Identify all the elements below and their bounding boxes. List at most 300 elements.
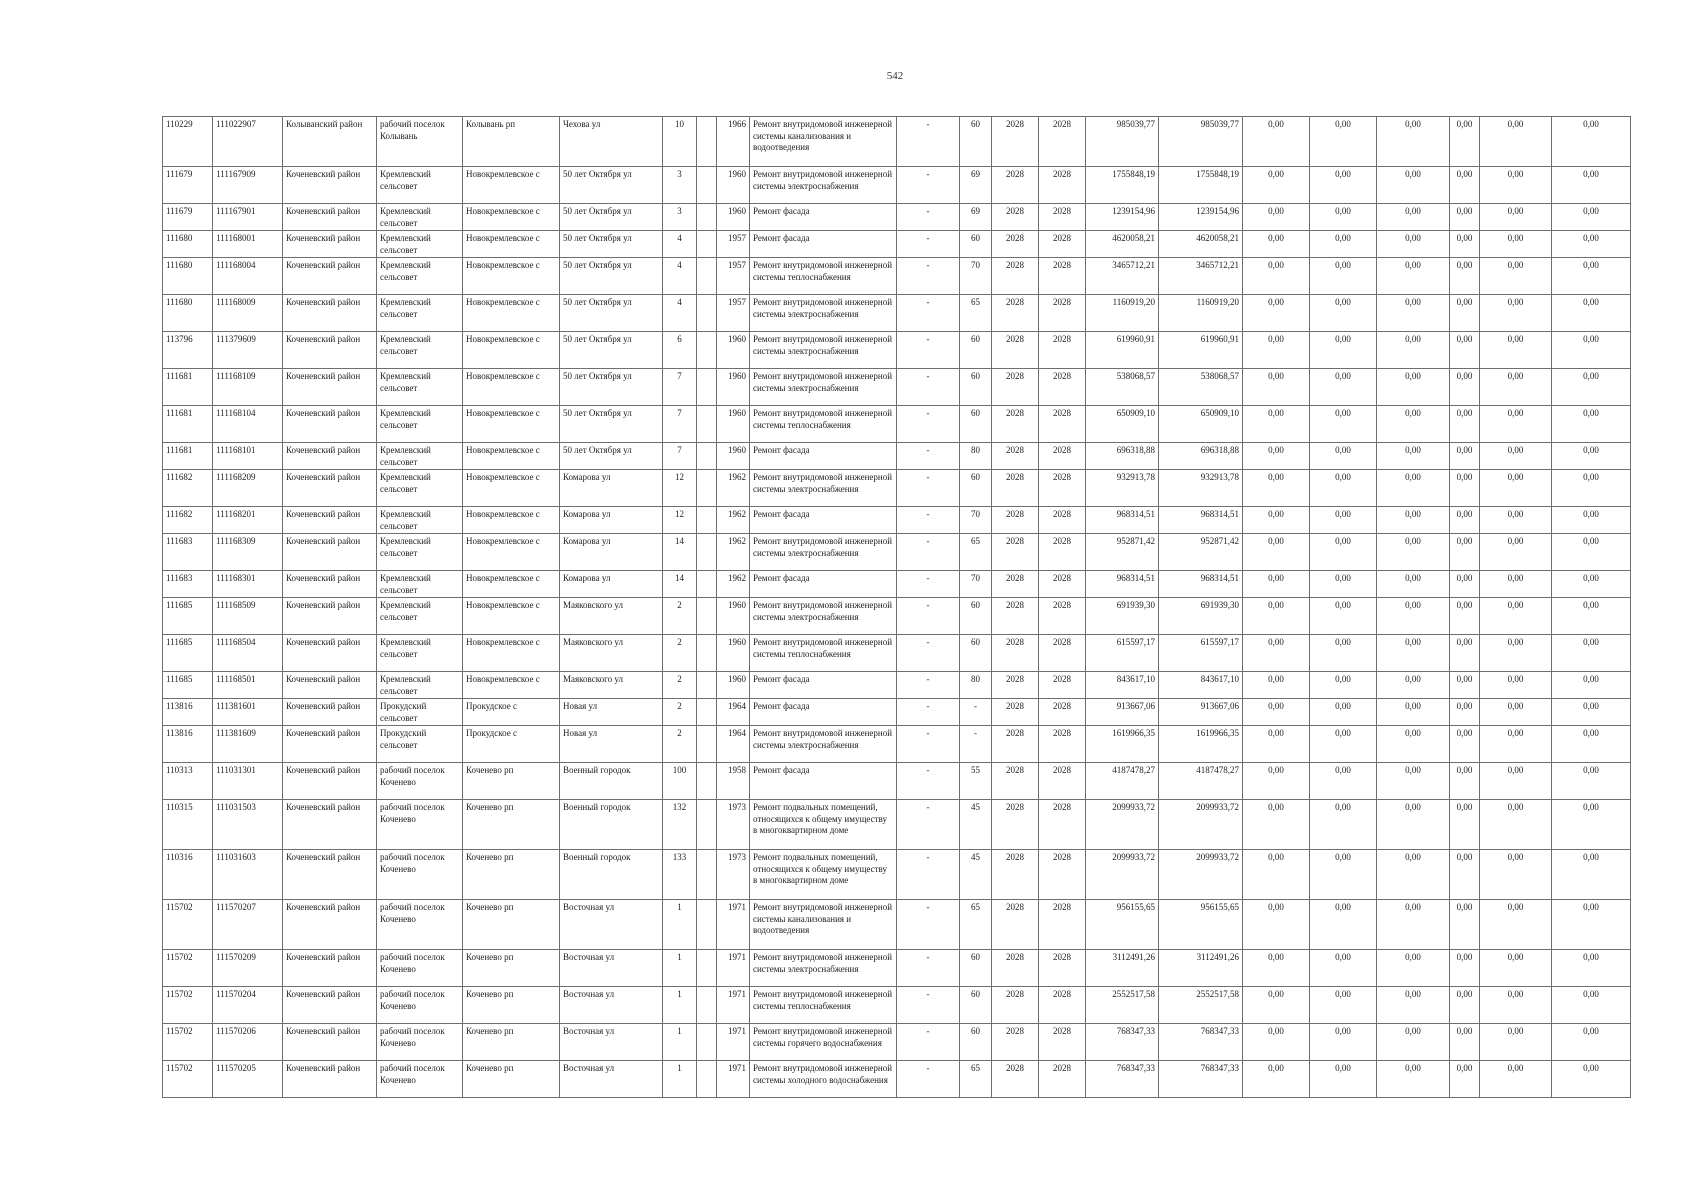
build-year-cell: 1960 (717, 672, 750, 699)
municipality-cell: Кремлевский сельсовет (377, 406, 463, 443)
cost-total-sum-cell: 3112491,26 (1159, 950, 1243, 987)
fund-other-cell: 0,00 (1450, 672, 1480, 699)
district-cell: Коченевский район (283, 167, 377, 204)
house-id-cell: 111683 (163, 534, 213, 571)
work-type-cell: Ремонт фасада (750, 507, 897, 534)
house-number-cell: 132 (663, 800, 697, 850)
fund-owners-cell: 0,00 (1377, 598, 1450, 635)
fund-other-cell: 0,00 (1450, 850, 1480, 900)
house-id-cell: 115702 (163, 1024, 213, 1061)
fund-owners-cell: 0,00 (1377, 534, 1450, 571)
total-cost-cell: 1239154,96 (1086, 204, 1159, 231)
district-cell: Коченевский район (283, 470, 377, 507)
building-cell (697, 850, 717, 900)
work-id-cell: 111168001 (213, 231, 283, 258)
work-id-cell: 111168201 (213, 507, 283, 534)
fund-regional-cell: 0,00 (1243, 987, 1310, 1024)
fund-other-cell: 0,00 (1450, 231, 1480, 258)
district-cell: Колыванский район (283, 117, 377, 167)
fund-local-cell: 0,00 (1310, 534, 1377, 571)
work-id-cell: 111031603 (213, 850, 283, 900)
house-id-cell: 111679 (163, 167, 213, 204)
house-id-cell: 113816 (163, 699, 213, 726)
fund-local-cell: 0,00 (1310, 295, 1377, 332)
table-row (163, 571, 1631, 598)
fund-other-cell: 0,00 (1450, 699, 1480, 726)
plan-year-end-cell: 2028 (1039, 987, 1086, 1024)
build-year-cell: 1958 (717, 763, 750, 800)
fund-local-cell: 0,00 (1310, 763, 1377, 800)
fund-owners-cell: 0,00 (1377, 167, 1450, 204)
fund-local-cell: 0,00 (1310, 369, 1377, 406)
settlement-cell: Коченево рп (463, 900, 560, 950)
build-year-cell: 1973 (717, 800, 750, 850)
fund-owners-cell: 0,00 (1377, 699, 1450, 726)
table-row (163, 800, 1631, 850)
building-cell (697, 699, 717, 726)
fund-reserve-cell: 0,00 (1480, 672, 1552, 699)
house-id-cell: 111683 (163, 571, 213, 598)
fund-extra-cell: 0,00 (1552, 231, 1631, 258)
total-cost-cell: 968314,51 (1086, 571, 1159, 598)
plan-year-start-cell: 2028 (992, 470, 1039, 507)
fund-owners-cell: 0,00 (1377, 1061, 1450, 1098)
work-id-cell: 111570206 (213, 1024, 283, 1061)
cost-total-sum-cell: 696318,88 (1159, 443, 1243, 470)
total-cost-cell: 4620058,21 (1086, 231, 1159, 258)
fund-local-cell: 0,00 (1310, 332, 1377, 369)
district-cell: Коченевский район (283, 406, 377, 443)
total-cost-cell: 615597,17 (1086, 635, 1159, 672)
plan-year-start-cell: 2028 (992, 699, 1039, 726)
cost-total-sum-cell: 650909,10 (1159, 406, 1243, 443)
fund-regional-cell: 0,00 (1243, 470, 1310, 507)
house-number-cell: 7 (663, 406, 697, 443)
total-cost-cell: 768347,33 (1086, 1024, 1159, 1061)
plan-year-start-cell: 2028 (992, 850, 1039, 900)
plan-year-end-cell: 2028 (1039, 950, 1086, 987)
wear-percent-cell: 60 (960, 950, 992, 987)
house-id-cell: 110229 (163, 117, 213, 167)
building-cell (697, 987, 717, 1024)
cost-total-sum-cell: 768347,33 (1159, 1024, 1243, 1061)
plan-year-start-cell: 2028 (992, 507, 1039, 534)
plan-year-start-cell: 2028 (992, 295, 1039, 332)
table-row (163, 231, 1631, 258)
fund-local-cell: 0,00 (1310, 672, 1377, 699)
table-row (163, 406, 1631, 443)
build-year-cell: 1960 (717, 406, 750, 443)
total-cost-cell: 1619966,35 (1086, 726, 1159, 763)
plan-year-start-cell: 2028 (992, 763, 1039, 800)
plan-year-start-cell: 2028 (992, 443, 1039, 470)
table-row (163, 117, 1631, 167)
work-type-cell: Ремонт фасада (750, 231, 897, 258)
house-id-cell: 111685 (163, 598, 213, 635)
street-cell: 50 лет Октября ул (560, 167, 663, 204)
settlement-cell: Новокремлевское с (463, 443, 560, 470)
street-cell: Комарова ул (560, 470, 663, 507)
total-cost-cell: 619960,91 (1086, 332, 1159, 369)
fund-regional-cell: 0,00 (1243, 204, 1310, 231)
work-id-cell: 111022907 (213, 117, 283, 167)
district-cell: Коченевский район (283, 950, 377, 987)
street-cell: Новая ул (560, 726, 663, 763)
work-id-cell: 111167909 (213, 167, 283, 204)
fund-reserve-cell: 0,00 (1480, 598, 1552, 635)
house-id-cell: 115702 (163, 1061, 213, 1098)
street-cell: Комарова ул (560, 534, 663, 571)
table-row (163, 258, 1631, 295)
table-row (163, 598, 1631, 635)
work-type-cell: Ремонт внутридомовой инженерной системы электроснабжения (750, 950, 897, 987)
total-cost-cell: 1755848,19 (1086, 167, 1159, 204)
wear-percent-cell: 60 (960, 369, 992, 406)
table-row (163, 763, 1631, 800)
wear-percent-cell: - (960, 726, 992, 763)
work-type-cell: Ремонт фасада (750, 571, 897, 598)
plan-year-start-cell: 2028 (992, 406, 1039, 443)
fund-local-cell: 0,00 (1310, 406, 1377, 443)
table-row (163, 635, 1631, 672)
fund-other-cell: 0,00 (1450, 507, 1480, 534)
district-cell: Коченевский район (283, 726, 377, 763)
fund-local-cell: 0,00 (1310, 1024, 1377, 1061)
fund-local-cell: 0,00 (1310, 699, 1377, 726)
work-id-cell: 111379609 (213, 332, 283, 369)
fund-regional-cell: 0,00 (1243, 763, 1310, 800)
plan-year-end-cell: 2028 (1039, 470, 1086, 507)
fund-local-cell: 0,00 (1310, 900, 1377, 950)
build-year-cell: 1962 (717, 571, 750, 598)
cost-total-sum-cell: 619960,91 (1159, 332, 1243, 369)
house-number-cell: 7 (663, 443, 697, 470)
fund-owners-cell: 0,00 (1377, 470, 1450, 507)
work-id-cell: 111570207 (213, 900, 283, 950)
house-number-cell: 12 (663, 507, 697, 534)
plan-year-end-cell: 2028 (1039, 117, 1086, 167)
fund-regional-cell: 0,00 (1243, 167, 1310, 204)
house-number-cell: 2 (663, 699, 697, 726)
cost-total-sum-cell: 843617,10 (1159, 672, 1243, 699)
total-cost-cell: 691939,30 (1086, 598, 1159, 635)
building-cell (697, 950, 717, 987)
fund-regional-cell: 0,00 (1243, 117, 1310, 167)
street-cell: Восточная ул (560, 987, 663, 1024)
build-year-cell: 1957 (717, 231, 750, 258)
work-type-cell: Ремонт внутридомовой инженерной системы электроснабжения (750, 332, 897, 369)
plan-year-start-cell: 2028 (992, 1024, 1039, 1061)
total-cost-cell: 968314,51 (1086, 507, 1159, 534)
work-type-cell: Ремонт внутридомовой инженерной системы теплоснабжения (750, 258, 897, 295)
district-cell: Коченевский район (283, 1024, 377, 1061)
status-cell: - (897, 117, 960, 167)
fund-extra-cell: 0,00 (1552, 507, 1631, 534)
house-id-cell: 115702 (163, 950, 213, 987)
work-type-cell: Ремонт внутридомовой инженерной системы электроснабжения (750, 598, 897, 635)
work-type-cell: Ремонт подвальных помещений, относящихся к общему имуществу в многоквартирном доме (750, 800, 897, 850)
fund-owners-cell: 0,00 (1377, 950, 1450, 987)
building-cell (697, 204, 717, 231)
street-cell: Военный городок (560, 850, 663, 900)
building-cell (697, 369, 717, 406)
fund-owners-cell: 0,00 (1377, 800, 1450, 850)
house-id-cell: 115702 (163, 987, 213, 1024)
fund-other-cell: 0,00 (1450, 443, 1480, 470)
plan-year-end-cell: 2028 (1039, 726, 1086, 763)
street-cell: Маяковского ул (560, 635, 663, 672)
house-number-cell: 1 (663, 1024, 697, 1061)
status-cell: - (897, 699, 960, 726)
plan-year-start-cell: 2028 (992, 258, 1039, 295)
building-cell (697, 167, 717, 204)
status-cell: - (897, 1061, 960, 1098)
fund-local-cell: 0,00 (1310, 598, 1377, 635)
fund-local-cell: 0,00 (1310, 167, 1377, 204)
plan-year-end-cell: 2028 (1039, 332, 1086, 369)
cost-total-sum-cell: 985039,77 (1159, 117, 1243, 167)
total-cost-cell: 696318,88 (1086, 443, 1159, 470)
wear-percent-cell: 55 (960, 763, 992, 800)
plan-year-start-cell: 2028 (992, 369, 1039, 406)
fund-extra-cell: 0,00 (1552, 167, 1631, 204)
cost-total-sum-cell: 952871,42 (1159, 534, 1243, 571)
cost-total-sum-cell: 1160919,20 (1159, 295, 1243, 332)
fund-other-cell: 0,00 (1450, 598, 1480, 635)
street-cell: Восточная ул (560, 900, 663, 950)
settlement-cell: Новокремлевское с (463, 672, 560, 699)
plan-year-end-cell: 2028 (1039, 167, 1086, 204)
work-type-cell: Ремонт внутридомовой инженерной системы горячего водоснабжения (750, 1024, 897, 1061)
fund-owners-cell: 0,00 (1377, 763, 1450, 800)
building-cell (697, 231, 717, 258)
plan-year-end-cell: 2028 (1039, 598, 1086, 635)
municipality-cell: рабочий поселок Коченево (377, 1024, 463, 1061)
fund-other-cell: 0,00 (1450, 534, 1480, 571)
status-cell: - (897, 598, 960, 635)
total-cost-cell: 985039,77 (1086, 117, 1159, 167)
status-cell: - (897, 406, 960, 443)
building-cell (697, 1061, 717, 1098)
settlement-cell: Новокремлевское с (463, 406, 560, 443)
fund-reserve-cell: 0,00 (1480, 231, 1552, 258)
settlement-cell: Коченево рп (463, 950, 560, 987)
municipality-cell: Кремлевский сельсовет (377, 369, 463, 406)
fund-regional-cell: 0,00 (1243, 635, 1310, 672)
build-year-cell: 1960 (717, 204, 750, 231)
municipality-cell: Прокудский сельсовет (377, 699, 463, 726)
work-type-cell: Ремонт внутридомовой инженерной системы электроснабжения (750, 726, 897, 763)
total-cost-cell: 913667,06 (1086, 699, 1159, 726)
street-cell: Комарова ул (560, 571, 663, 598)
cost-total-sum-cell: 615597,17 (1159, 635, 1243, 672)
build-year-cell: 1962 (717, 534, 750, 571)
build-year-cell: 1960 (717, 598, 750, 635)
plan-year-end-cell: 2028 (1039, 406, 1086, 443)
fund-reserve-cell: 0,00 (1480, 534, 1552, 571)
status-cell: - (897, 900, 960, 950)
street-cell: 50 лет Октября ул (560, 295, 663, 332)
street-cell: 50 лет Октября ул (560, 231, 663, 258)
plan-year-start-cell: 2028 (992, 204, 1039, 231)
fund-extra-cell: 0,00 (1552, 571, 1631, 598)
fund-reserve-cell: 0,00 (1480, 987, 1552, 1024)
house-number-cell: 6 (663, 332, 697, 369)
wear-percent-cell: 80 (960, 672, 992, 699)
house-id-cell: 113816 (163, 726, 213, 763)
plan-year-start-cell: 2028 (992, 598, 1039, 635)
fund-local-cell: 0,00 (1310, 258, 1377, 295)
settlement-cell: Новокремлевское с (463, 295, 560, 332)
fund-local-cell: 0,00 (1310, 800, 1377, 850)
house-id-cell: 113796 (163, 332, 213, 369)
fund-reserve-cell: 0,00 (1480, 507, 1552, 534)
building-cell (697, 117, 717, 167)
district-cell: Коченевский район (283, 800, 377, 850)
building-cell (697, 571, 717, 598)
fund-local-cell: 0,00 (1310, 231, 1377, 258)
plan-year-end-cell: 2028 (1039, 699, 1086, 726)
fund-other-cell: 0,00 (1450, 800, 1480, 850)
fund-regional-cell: 0,00 (1243, 1024, 1310, 1061)
fund-owners-cell: 0,00 (1377, 204, 1450, 231)
wear-percent-cell: 70 (960, 571, 992, 598)
district-cell: Коченевский район (283, 699, 377, 726)
cost-total-sum-cell: 4620058,21 (1159, 231, 1243, 258)
fund-extra-cell: 0,00 (1552, 332, 1631, 369)
work-id-cell: 111168104 (213, 406, 283, 443)
plan-year-start-cell: 2028 (992, 987, 1039, 1024)
work-id-cell: 111570205 (213, 1061, 283, 1098)
fund-reserve-cell: 0,00 (1480, 1061, 1552, 1098)
house-id-cell: 110315 (163, 800, 213, 850)
house-number-cell: 4 (663, 258, 697, 295)
fund-extra-cell: 0,00 (1552, 406, 1631, 443)
build-year-cell: 1971 (717, 987, 750, 1024)
district-cell: Коченевский район (283, 635, 377, 672)
build-year-cell: 1971 (717, 1061, 750, 1098)
work-id-cell: 111168309 (213, 534, 283, 571)
fund-owners-cell: 0,00 (1377, 672, 1450, 699)
status-cell: - (897, 167, 960, 204)
settlement-cell: Коченево рп (463, 763, 560, 800)
settlement-cell: Новокремлевское с (463, 534, 560, 571)
municipality-cell: Кремлевский сельсовет (377, 295, 463, 332)
fund-owners-cell: 0,00 (1377, 987, 1450, 1024)
fund-extra-cell: 0,00 (1552, 1024, 1631, 1061)
work-type-cell: Ремонт внутридомовой инженерной системы электроснабжения (750, 295, 897, 332)
house-number-cell: 2 (663, 672, 697, 699)
plan-year-start-cell: 2028 (992, 800, 1039, 850)
house-id-cell: 111682 (163, 507, 213, 534)
plan-year-end-cell: 2028 (1039, 204, 1086, 231)
street-cell: Маяковского ул (560, 672, 663, 699)
fund-other-cell: 0,00 (1450, 117, 1480, 167)
fund-reserve-cell: 0,00 (1480, 406, 1552, 443)
fund-local-cell: 0,00 (1310, 117, 1377, 167)
table-row (163, 332, 1631, 369)
fund-extra-cell: 0,00 (1552, 1061, 1631, 1098)
status-cell: - (897, 507, 960, 534)
build-year-cell: 1957 (717, 295, 750, 332)
house-id-cell: 111682 (163, 470, 213, 507)
house-id-cell: 111681 (163, 443, 213, 470)
fund-other-cell: 0,00 (1450, 204, 1480, 231)
municipality-cell: Кремлевский сельсовет (377, 204, 463, 231)
house-number-cell: 3 (663, 167, 697, 204)
fund-other-cell: 0,00 (1450, 726, 1480, 763)
fund-reserve-cell: 0,00 (1480, 763, 1552, 800)
plan-year-start-cell: 2028 (992, 571, 1039, 598)
table-row (163, 699, 1631, 726)
table-row (163, 1024, 1631, 1061)
wear-percent-cell: 60 (960, 635, 992, 672)
total-cost-cell: 2099933,72 (1086, 850, 1159, 900)
total-cost-cell: 932913,78 (1086, 470, 1159, 507)
fund-local-cell: 0,00 (1310, 571, 1377, 598)
status-cell: - (897, 571, 960, 598)
wear-percent-cell: 60 (960, 332, 992, 369)
work-type-cell: Ремонт внутридомовой инженерной системы электроснабжения (750, 534, 897, 571)
building-cell (697, 534, 717, 571)
fund-owners-cell: 0,00 (1377, 258, 1450, 295)
plan-year-end-cell: 2028 (1039, 1061, 1086, 1098)
work-type-cell: Ремонт внутридомовой инженерной системы электроснабжения (750, 167, 897, 204)
house-number-cell: 7 (663, 369, 697, 406)
plan-year-end-cell: 2028 (1039, 295, 1086, 332)
work-id-cell: 111168209 (213, 470, 283, 507)
table-row (163, 507, 1631, 534)
fund-reserve-cell: 0,00 (1480, 900, 1552, 950)
fund-other-cell: 0,00 (1450, 635, 1480, 672)
municipality-cell: Кремлевский сельсовет (377, 332, 463, 369)
building-cell (697, 295, 717, 332)
plan-year-end-cell: 2028 (1039, 1024, 1086, 1061)
cost-total-sum-cell: 956155,65 (1159, 900, 1243, 950)
fund-reserve-cell: 0,00 (1480, 369, 1552, 406)
house-number-cell: 1 (663, 987, 697, 1024)
street-cell: Восточная ул (560, 1024, 663, 1061)
settlement-cell: Новокремлевское с (463, 231, 560, 258)
plan-year-end-cell: 2028 (1039, 369, 1086, 406)
district-cell: Коченевский район (283, 1061, 377, 1098)
status-cell: - (897, 295, 960, 332)
table-row (163, 443, 1631, 470)
house-number-cell: 1 (663, 950, 697, 987)
street-cell: 50 лет Октября ул (560, 332, 663, 369)
fund-extra-cell: 0,00 (1552, 672, 1631, 699)
table-row (163, 295, 1631, 332)
fund-regional-cell: 0,00 (1243, 850, 1310, 900)
house-number-cell: 2 (663, 726, 697, 763)
fund-other-cell: 0,00 (1450, 763, 1480, 800)
district-cell: Коченевский район (283, 598, 377, 635)
status-cell: - (897, 763, 960, 800)
municipality-cell: рабочий поселок Коченево (377, 800, 463, 850)
wear-percent-cell: 65 (960, 534, 992, 571)
house-number-cell: 4 (663, 231, 697, 258)
settlement-cell: Колывань рп (463, 117, 560, 167)
district-cell: Коченевский район (283, 534, 377, 571)
fund-local-cell: 0,00 (1310, 987, 1377, 1024)
fund-reserve-cell: 0,00 (1480, 295, 1552, 332)
municipality-cell: Кремлевский сельсовет (377, 167, 463, 204)
total-cost-cell: 3465712,21 (1086, 258, 1159, 295)
cost-total-sum-cell: 968314,51 (1159, 571, 1243, 598)
status-cell: - (897, 470, 960, 507)
cost-total-sum-cell: 538068,57 (1159, 369, 1243, 406)
work-type-cell: Ремонт внутридомовой инженерной системы теплоснабжения (750, 406, 897, 443)
